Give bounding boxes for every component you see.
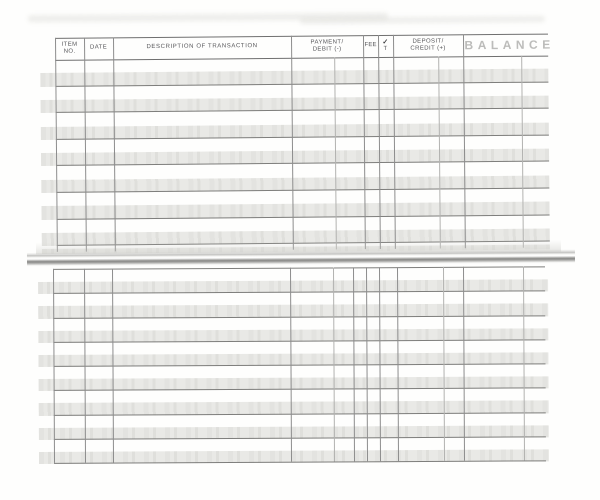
header-label: ITEM: [61, 41, 78, 48]
column-line-cleared-deposit: [393, 35, 396, 249]
column-header-description: [113, 37, 291, 59]
column-header-cleared: [378, 36, 393, 56]
column-header-fee: [363, 36, 378, 56]
header-label: CREDIT (+): [410, 45, 446, 52]
column-line-fee-cleared: [378, 35, 381, 249]
header-label: FEE: [364, 42, 377, 49]
column-header-balance: [463, 35, 555, 56]
scan-artifact-streak: [300, 16, 545, 24]
column-line-payment-fee: [363, 35, 366, 249]
register-page-top: [40, 34, 554, 254]
column-header-item-no: [55, 39, 84, 59]
column-line-left-border: [55, 38, 58, 252]
header-label: DESCRIPTION OF TRANSACTION: [146, 43, 258, 51]
column-line-item-date: [84, 38, 87, 252]
header-label: T: [383, 46, 388, 53]
header-label: BALANCE: [464, 37, 555, 52]
column-header-date: [84, 38, 113, 58]
header-label: DATE: [89, 44, 108, 51]
binding-edge: [27, 249, 575, 266]
column-line-description-payment: [291, 36, 294, 250]
column-header-deposit: [393, 35, 463, 56]
column-line-date-description: [113, 37, 116, 251]
table-top-border: [53, 266, 545, 270]
header-label: NO.: [63, 48, 76, 55]
column-header-payment: [291, 36, 363, 57]
column-line-deposit-balance: [463, 34, 466, 248]
register-page-bottom: [38, 266, 554, 465]
header-label: DEPOSIT/: [412, 37, 444, 45]
header-label: DEBIT (-): [312, 46, 342, 53]
checkmark-icon: ✓: [382, 39, 389, 47]
header-label: PAYMENT/: [310, 38, 344, 46]
